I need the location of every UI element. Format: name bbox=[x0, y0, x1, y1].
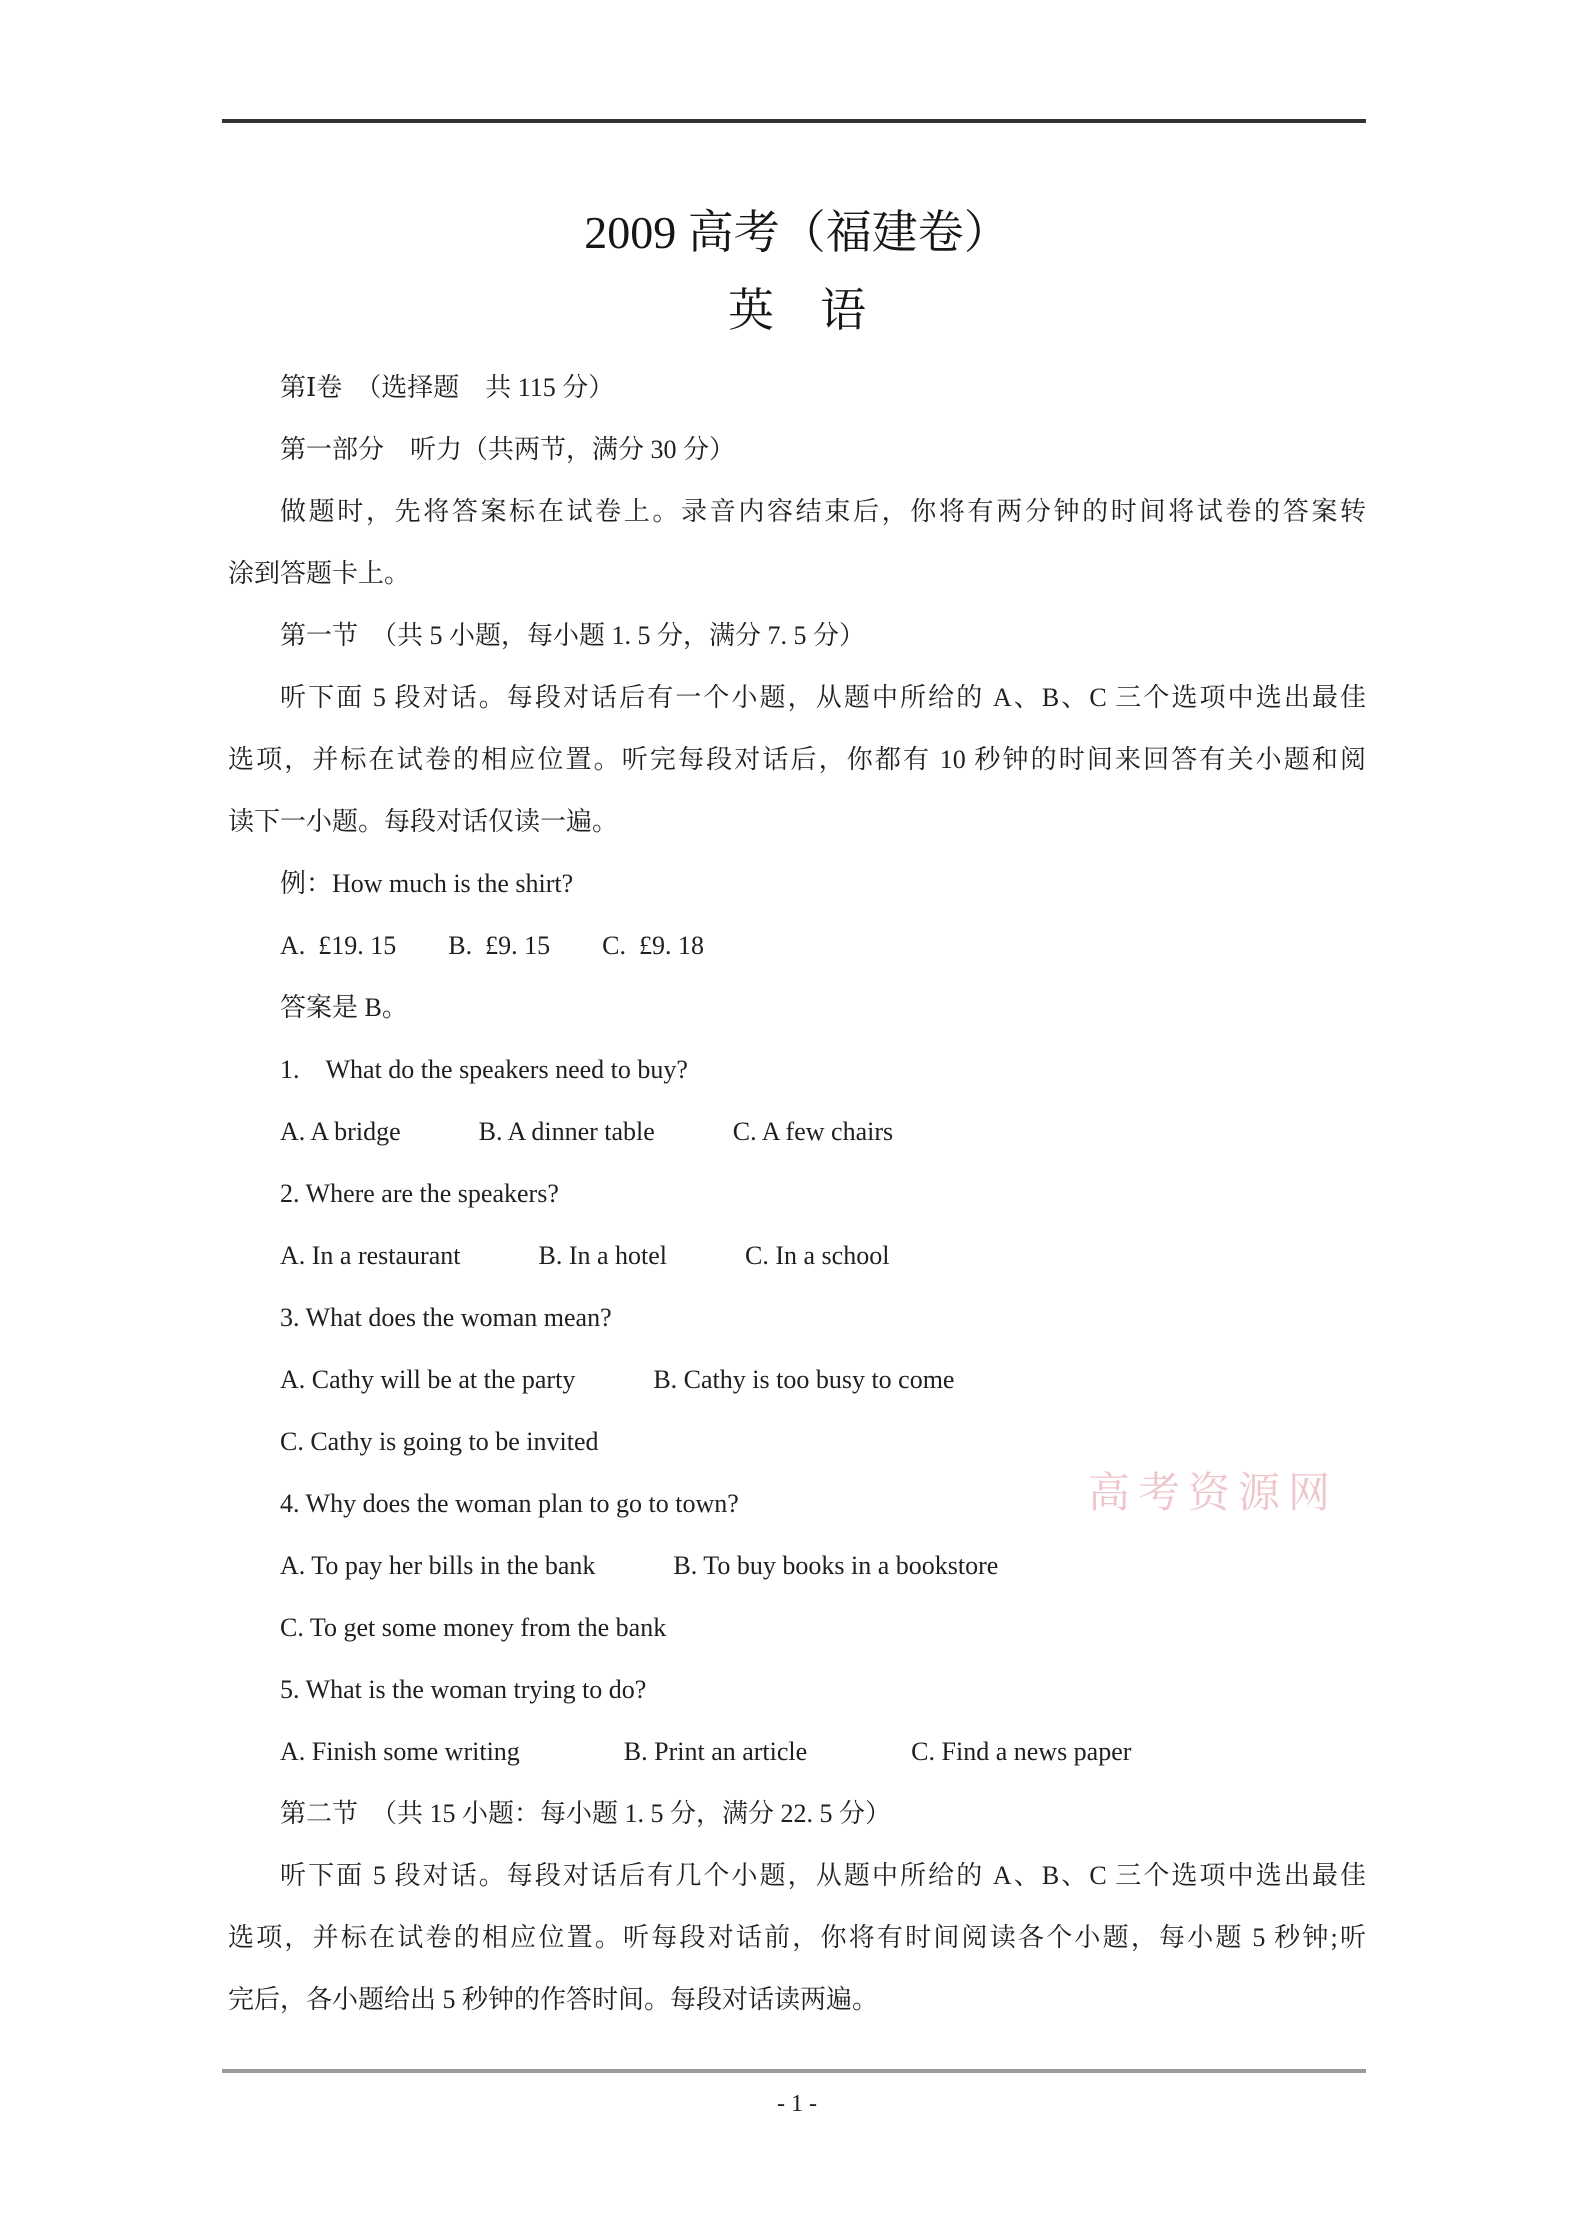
section-1-instructions-line-2: 选项，并标在试卷的相应位置。听完每段对话后，你都有 10 秒钟的时间来回答有关小题和阅 bbox=[228, 745, 1366, 774]
section-2-instructions-line-3: 完后，各小题给出 5 秒钟的作答时间。每段对话读两遍。 bbox=[228, 1985, 879, 2014]
header-rule bbox=[222, 119, 1366, 123]
exam-title: 2009 高考（福建卷） bbox=[584, 207, 1010, 258]
document-body bbox=[228, 357, 1366, 2031]
page-number: - 1 - bbox=[777, 2091, 817, 2117]
example-question: 例：How much is the shirt? bbox=[280, 869, 574, 898]
question-2-options: A. In a restaurant B. In a hotel C. In a school bbox=[280, 1241, 890, 1270]
section-1-heading: 第一节 （共 5 小题，每小题 1. 5 分，满分 7. 5 分） bbox=[280, 621, 866, 650]
section-1-instructions-line-3: 读下一小题。每段对话仅读一遍。 bbox=[228, 807, 619, 836]
question-3-option-c: C. Cathy is going to be invited bbox=[280, 1427, 599, 1456]
question-4: 4. Why does the woman plan to go to town? bbox=[280, 1489, 739, 1518]
site-watermark: 高考资源网 bbox=[1088, 1471, 1339, 1517]
question-5-options: A. Finish some writing B. Print an article C. Find a news paper bbox=[280, 1737, 1132, 1766]
footer-rule bbox=[222, 2069, 1366, 2073]
part-1-heading: 第一部分 听力（共两节，满分 30 分） bbox=[280, 435, 736, 464]
subject-title: 英 语 bbox=[728, 285, 866, 336]
section-1-instructions-line-1: 听下面 5 段对话。每段对话后有一个小题，从题中所给的 A、B、C 三个选项中选出最佳 bbox=[280, 683, 1366, 712]
question-1: 1. What do the speakers need to buy? bbox=[280, 1055, 688, 1084]
question-5: 5. What is the woman trying to do? bbox=[280, 1675, 647, 1704]
volume-1-heading: 第Ⅰ卷 （选择题 共 115 分） bbox=[280, 373, 615, 402]
question-3: 3. What does the woman mean? bbox=[280, 1303, 612, 1332]
section-2-heading: 第二节 （共 15 小题：每小题 1. 5 分，满分 22. 5 分） bbox=[280, 1799, 892, 1828]
question-1-options: A. A bridge B. A dinner table C. A few chairs bbox=[280, 1117, 894, 1146]
section-2-instructions-line-1: 听下面 5 段对话。每段对话后有几个小题，从题中所给的 A、B、C 三个选项中选出最佳 bbox=[280, 1861, 1366, 1890]
question-2: 2. Where are the speakers? bbox=[280, 1179, 559, 1208]
question-4-options-ab: A. To pay her bills in the bank B. To buy books in a bookstore bbox=[280, 1551, 999, 1580]
instructions-line-1: 做题时，先将答案标在试卷上。录音内容结束后，你将有两分钟的时间将试卷的答案转 bbox=[280, 497, 1366, 526]
question-3-options-ab: A. Cathy will be at the party B. Cathy is too busy to come bbox=[280, 1365, 955, 1394]
instructions-line-2: 涂到答题卡上。 bbox=[228, 559, 411, 588]
example-options: A. £19. 15 B. £9. 15 C. £9. 18 bbox=[280, 931, 704, 960]
section-2-instructions-line-2: 选项，并标在试卷的相应位置。听每段对话前，你将有时间阅读各个小题，每小题 5 秒钟;听 bbox=[228, 1923, 1366, 1952]
question-4-option-c: C. To get some money from the bank bbox=[280, 1613, 667, 1642]
example-answer: 答案是 B。 bbox=[280, 993, 408, 1022]
